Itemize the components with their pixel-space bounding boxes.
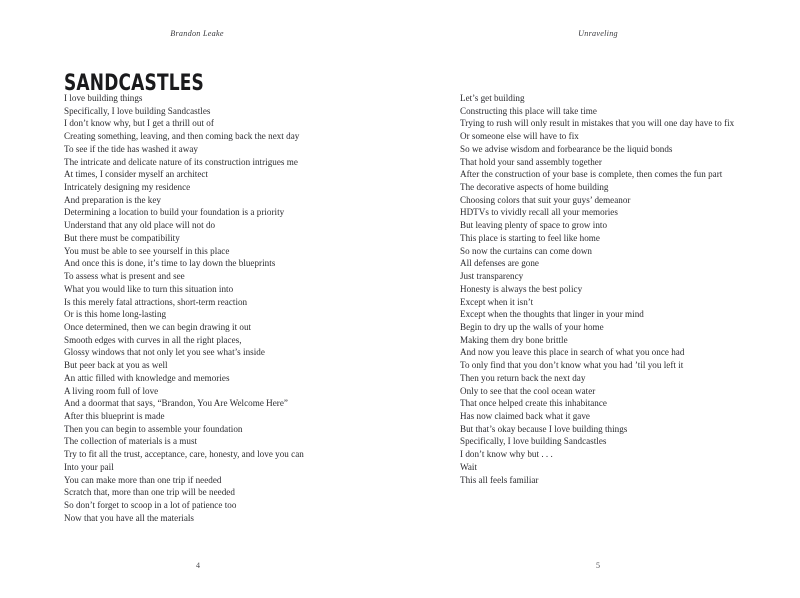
poem-line: Wait bbox=[460, 461, 478, 472]
poem-line: So now the curtains can come down bbox=[460, 245, 592, 256]
poem-line: Then you return back the next day bbox=[460, 372, 586, 383]
poem-line: HDTVs to vividly recall all your memories bbox=[460, 207, 618, 218]
poem-line: Except when the thoughts that linger in your mind bbox=[460, 309, 644, 320]
poem-line: Specifically, I love building Sandcastles bbox=[64, 105, 211, 116]
poem-line: Except when it isn’t bbox=[460, 296, 534, 307]
poem-line: Trying to rush will only result in mistakes that you will one day have to fix bbox=[460, 118, 735, 129]
poem-line: Into your pail bbox=[64, 461, 114, 472]
poem-line: But there must be compatibility bbox=[64, 232, 180, 243]
poem-line: All defenses are gone bbox=[460, 258, 539, 269]
poem-line: Now that you have all the materials bbox=[64, 512, 194, 523]
poem-line: Scratch that, more than one trip will be needed bbox=[64, 487, 235, 498]
poem-line: To assess what is present and see bbox=[64, 271, 185, 282]
poem-line: This all feels familiar bbox=[460, 474, 539, 485]
poem-line: Try to fit all the trust, acceptance, care, honesty, and love you can bbox=[64, 449, 304, 460]
running-head-title: Unraveling bbox=[578, 29, 618, 38]
poem-line: Honesty is always the best policy bbox=[460, 283, 583, 294]
poem-line: At times, I consider myself an architect bbox=[64, 169, 208, 180]
poem-line: So we advise wisdom and forbearance be the liquid bonds bbox=[460, 143, 673, 154]
poem-line: Begin to dry up the walls of your home bbox=[460, 321, 604, 332]
poem-body-right bbox=[460, 92, 800, 486]
poem-line: That once helped create this inhabitance bbox=[460, 398, 607, 409]
poem-line: Smooth edges with curves in all the right places, bbox=[64, 334, 242, 345]
poem-line: You must be able to see yourself in this place bbox=[64, 245, 230, 256]
poem-line: Specifically, I love building Sandcastles bbox=[460, 436, 607, 447]
poem-line: Determining a location to build your foundation is a priority bbox=[64, 207, 285, 218]
page-number-left: 4 bbox=[196, 561, 200, 570]
poem-line: Intricately designing my residence bbox=[64, 182, 191, 193]
poem-line: To only find that you don’t know what you had ’til you left it bbox=[460, 360, 684, 371]
poem-line: Glossy windows that not only let you see what’s inside bbox=[64, 347, 265, 358]
poem-line: And now you leave this place in search of what you once had bbox=[460, 347, 685, 358]
poem-line: Creating something, leaving, and then coming back the next day bbox=[64, 131, 300, 142]
poem-line: This place is starting to feel like home bbox=[460, 232, 600, 243]
poem-line: Just transparency bbox=[460, 271, 524, 282]
poem-line: Or someone else will have to fix bbox=[460, 131, 579, 142]
poem-line: But peer back at you as well bbox=[64, 360, 168, 371]
poem-line: I love building things bbox=[64, 93, 143, 103]
poem-line: What you would like to turn this situation into bbox=[64, 283, 234, 294]
poem-line: Constructing this place will take time bbox=[460, 105, 597, 116]
poem-line: Understand that any old place will not do bbox=[64, 220, 216, 231]
poem-line: But that’s okay because I love building things bbox=[460, 423, 628, 434]
poem-line: Choosing colors that suit your guys’ demeanor bbox=[460, 194, 631, 205]
poem-line: You can make more than one trip if needed bbox=[64, 474, 222, 485]
poem-line: The intricate and delicate nature of its construction intrigues me bbox=[64, 156, 298, 167]
poem-line: A living room full of love bbox=[64, 385, 159, 396]
poem-line: Making them dry bone brittle bbox=[460, 334, 568, 345]
poem-line: I don’t know why but . . . bbox=[460, 449, 553, 460]
poem-line: Once determined, then we can begin drawing it out bbox=[64, 321, 252, 332]
poem-line: Let’s get building bbox=[460, 93, 525, 103]
running-head-author: Brandon Leake bbox=[170, 29, 224, 38]
poem-line: Has now claimed back what it gave bbox=[460, 410, 590, 421]
poem-body-left bbox=[64, 92, 394, 524]
poem-line: But leaving plenty of space to grow into bbox=[460, 220, 608, 231]
page-number-right: 5 bbox=[596, 561, 600, 570]
poem-line: Only to see that the cool ocean water bbox=[460, 385, 596, 396]
poem-line: The decorative aspects of home building bbox=[460, 182, 609, 193]
poem-line: Is this merely fatal attractions, short-term reaction bbox=[64, 296, 248, 307]
poem-line: After the construction of your base is complete, then comes the fun part bbox=[460, 169, 723, 180]
poem-line: The collection of materials is a must bbox=[64, 436, 198, 447]
poem-line: I don’t know why, but I get a thrill out of bbox=[64, 118, 214, 129]
poem-line: Or is this home long-lasting bbox=[64, 309, 167, 320]
page-right bbox=[400, 0, 800, 598]
poem-line: Then you can begin to assemble your foundation bbox=[64, 423, 243, 434]
poem-line: After this blueprint is made bbox=[64, 410, 165, 421]
poem-line: So don’t forget to scoop in a lot of patience too bbox=[64, 500, 237, 510]
poem-line: That hold your sand assembly together bbox=[460, 156, 602, 167]
poem-line: And preparation is the key bbox=[64, 194, 161, 205]
poem-line: And a doormat that says, “Brandon, You Are Welcome Here” bbox=[64, 398, 288, 409]
poem-line: An attic filled with knowledge and memories bbox=[64, 372, 230, 383]
poem-title: SANDCASTLES bbox=[64, 70, 204, 96]
poem-line: And once this is done, it’s time to lay down the blueprints bbox=[64, 258, 276, 269]
poem-line: To see if the tide has washed it away bbox=[64, 143, 198, 154]
